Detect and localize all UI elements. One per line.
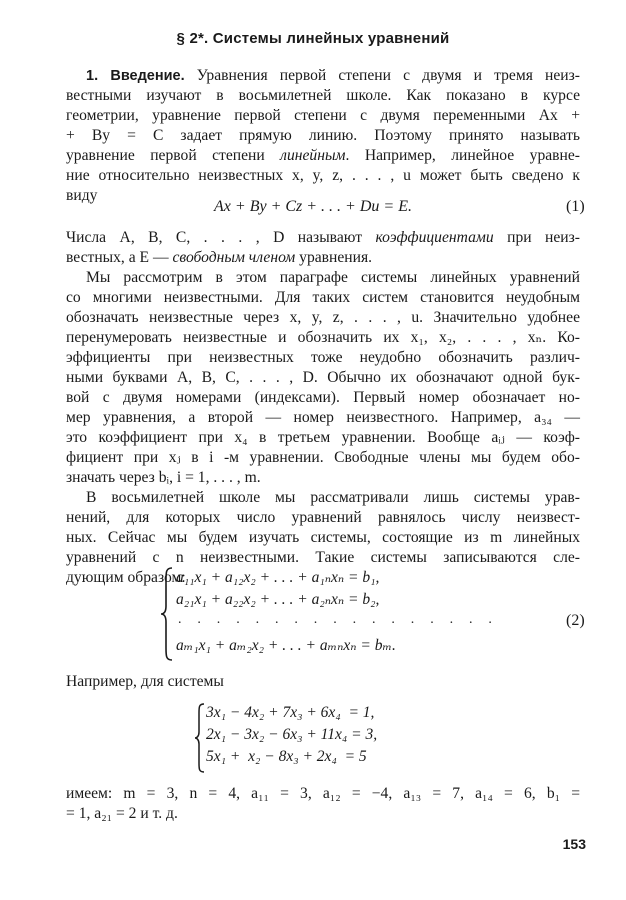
coeff-text-2b: уравнения. xyxy=(295,249,373,266)
systems-line: это коэффициент при x₄ в третьем уравнении. Вообще aᵢⱼ — коэф- xyxy=(66,429,580,446)
term-coefficients: коэффициентами xyxy=(375,229,494,246)
example-intro: Например, для системы xyxy=(66,673,224,690)
coeff-line-2 xyxy=(66,248,580,268)
coeff-line-1 xyxy=(66,228,580,248)
intro-line-5 xyxy=(66,146,580,166)
school-line: ных. Сейчас мы будем изучать системы, состоящие из m линейных xyxy=(66,529,580,546)
intro-text-5b: . Например, линейное уравне- xyxy=(345,147,580,164)
conclusion-line: имеем: m = 3, n = 4, a₁₁ = 3, a₁₂ = −4, a₁₃ = 7, a₁₄ = 6, b₁ = xyxy=(66,785,580,802)
term-linear: линейным xyxy=(280,147,346,164)
school-line: нений, для которых число уравнений равнялось числу неизвест- xyxy=(66,509,580,526)
systems-line: значать через bᵢ, i = 1, . . . , m. xyxy=(66,469,261,486)
system-2-row: a₂₁x₁ + a₂₂x₂ + . . . + a₂ₙxₙ = b₂, xyxy=(176,591,380,608)
intro-label: 1. Введение. xyxy=(86,68,185,84)
intro-text-5a: уравнение первой степени xyxy=(66,147,281,164)
example-system-row: 5x₁ + x₂ − 8x₃ + 2x₄ = 5 xyxy=(206,748,367,765)
systems-line: мер уравнения, а второй — номер неизвестного. Например, a₃₄ — xyxy=(66,409,580,426)
conclusion-line: = 1, a₂₁ = 2 и т. д. xyxy=(66,805,178,822)
coeff-text-2a: вестных, а E — xyxy=(66,249,173,266)
school-line: уравнений с n неизвестными. Такие системы записываются сле- xyxy=(66,549,580,566)
systems-line: эффициенты при неизвестных тоже неудобно обозначить различ- xyxy=(66,349,580,366)
systems-line: фициент при xⱼ в i -м уравнении. Свободные члены мы будем обо- xyxy=(66,449,580,466)
intro-line-2: вестными изучают в восьмилетней школе. Как показано в курсе xyxy=(66,87,580,104)
system-2-number: (2) xyxy=(566,612,585,629)
systems-line: обозначать неизвестные через x, y, z, . . . , u. Значительно удобнее xyxy=(66,309,580,326)
intro-line-6: ние относительно неизвестных x, y, z, . . . , u может быть сведено к xyxy=(66,167,580,184)
systems-line: ными буквами A, B, C, . . . , D. Обычно их обозначают одной бук- xyxy=(66,369,580,386)
equation-1-number: (1) xyxy=(566,198,585,215)
school-line: В восьмилетней школе мы рассматривали лишь системы урав- xyxy=(86,489,580,506)
intro-line-7: виду xyxy=(66,187,98,204)
equation-1: Ax + By + Cz + . . . + Du = E. xyxy=(214,198,412,215)
systems-line: перенумеровать неизвестные и обозначить их x₁, x₂, . . . , xₙ. Ко- xyxy=(66,329,580,346)
systems-line: Мы рассмотрим в этом параграфе системы линейных уравнений xyxy=(86,269,580,286)
school-line: дующим образом: xyxy=(66,569,186,586)
system-2-row: a₁₁x₁ + a₁₂x₂ + . . . + a₁ₙxₙ = b₁, xyxy=(176,569,380,586)
example-system-row: 3x₁ − 4x₂ + 7x₃ + 6x₄ = 1, xyxy=(206,704,375,721)
intro-line-3: геометрии, уравнение первой степени с двумя переменными Ax + xyxy=(66,107,580,124)
example-system-brace xyxy=(194,702,206,774)
intro-text-1: Уравнения первой степени с двумя и тремя неиз- xyxy=(196,67,580,84)
intro-line-1 xyxy=(86,66,580,86)
section-heading: § 2*. Системы линейных уравнений xyxy=(176,30,450,47)
system-2-dots: . . . . . . . . . . . . . . . . . xyxy=(178,612,499,627)
term-free-member: свободным членом xyxy=(172,249,296,266)
example-system-row: 2x₁ − 3x₂ − 6x₃ + 11x₄ = 3, xyxy=(206,726,378,743)
coeff-text-1b: при неиз- xyxy=(493,229,580,246)
systems-line: вой с двумя номерами (индексами). Первый номер обозначает но- xyxy=(66,389,580,406)
system-2-brace xyxy=(160,566,174,662)
systems-line: со многими неизвестными. Для таких систем становится неудобным xyxy=(66,289,580,306)
system-2-row: aₘ₁x₁ + aₘ₂x₂ + . . . + aₘₙxₙ = bₘ. xyxy=(176,637,396,654)
intro-line-4: + By = C задает прямую линию. Поэтому принято называть xyxy=(66,127,580,144)
page-number: 153 xyxy=(562,836,586,852)
coeff-text-1a: Числа A, B, C, . . . , D называют xyxy=(66,229,376,246)
